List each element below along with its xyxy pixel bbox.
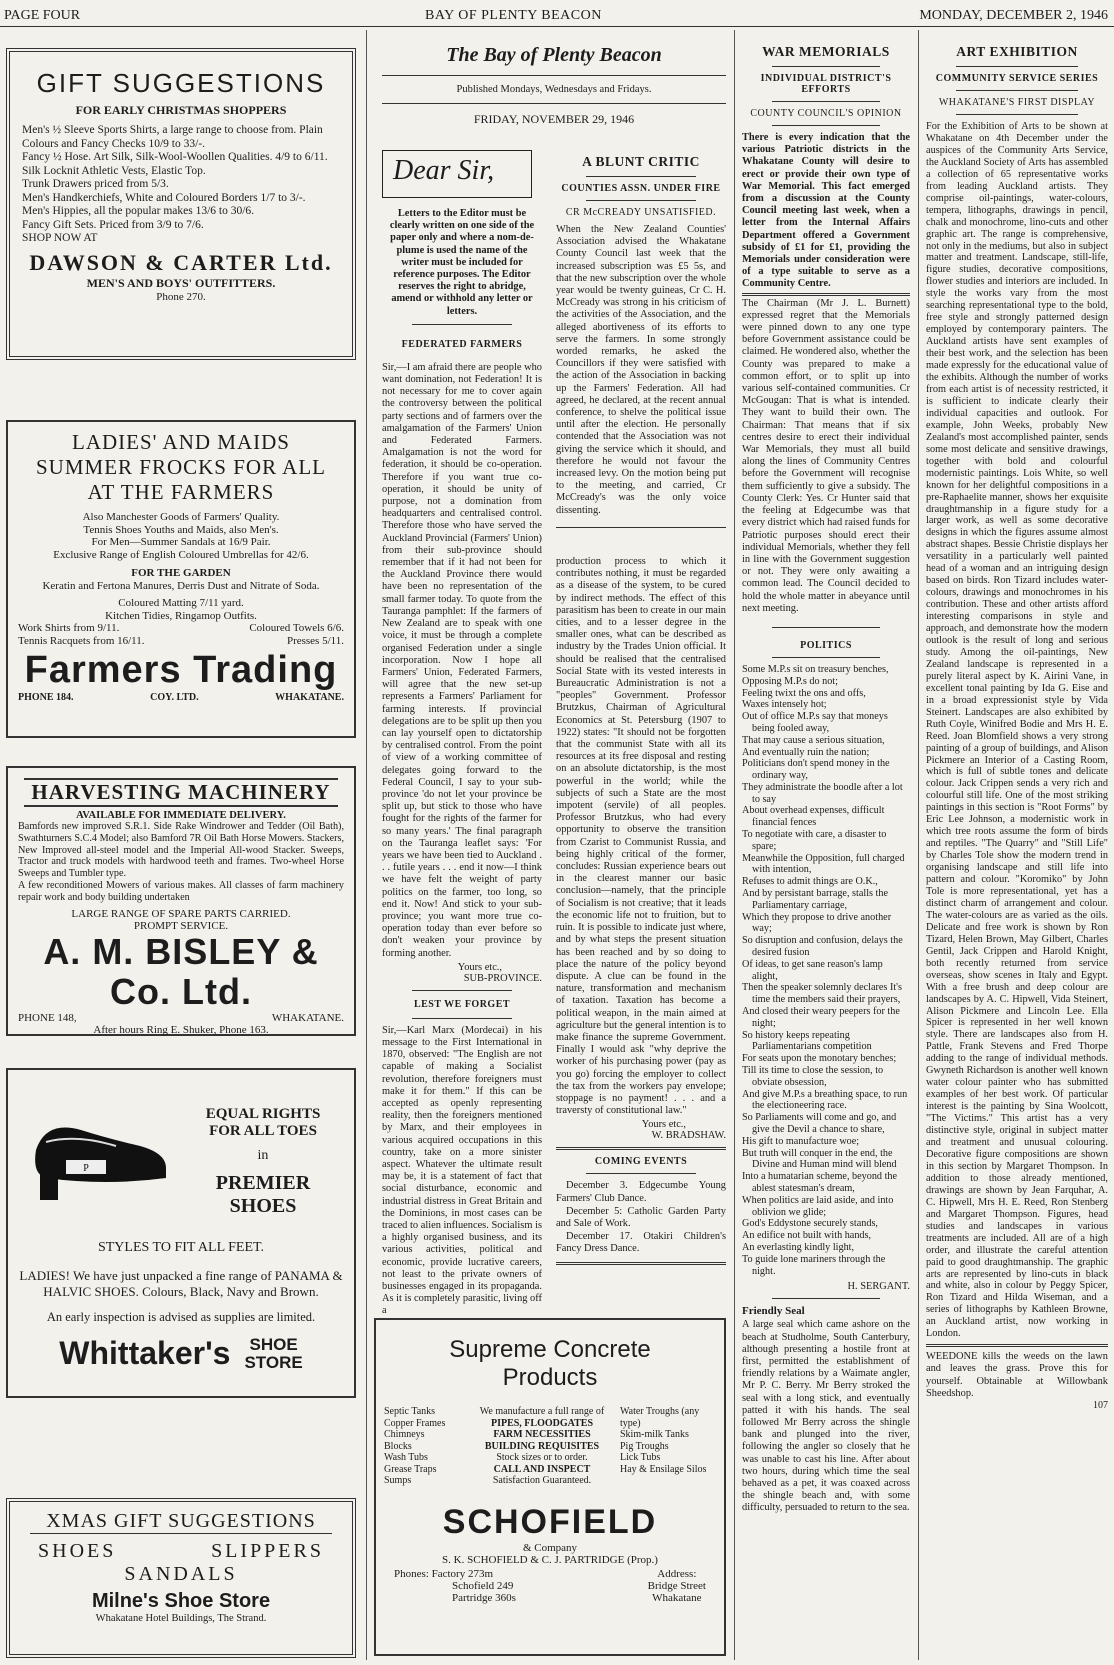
ad-line: Exclusive Range of English Coloured Umbrellas for 42/6.: [53, 548, 309, 561]
ad-title: LADIES' AND MAIDS: [72, 430, 290, 454]
ad-tagline: MEN'S AND BOYS' OUTFITTERS.: [86, 275, 276, 290]
seal-heading: Friendly Seal: [742, 1305, 805, 1318]
ad-line: Men's Handkerchiefs, White and Coloured Borders 1/7 to 3/-.: [22, 191, 306, 204]
poem-line: And eventually ruin the nation;: [742, 746, 870, 758]
poem-line: When politics are laid aside, and into oblivion we glide;: [742, 1194, 894, 1218]
dawson-carter-ad: [6, 48, 356, 360]
page-header: [0, 0, 1114, 27]
poem-line: For seats upon the monotary benches;: [742, 1053, 897, 1065]
svg-text:P: P: [83, 1163, 89, 1174]
ad-phone: PHONE 184.: [18, 692, 74, 703]
ad-phone: Phone 270.: [156, 290, 206, 303]
poem-line: An everlasting kindly light,: [742, 1241, 855, 1253]
ad-subtitle: FOR EARLY CHRISTMAS SHOPPERS: [75, 103, 287, 117]
product: Blocks: [384, 1440, 412, 1452]
poem-line: Into a humatarian scheme, beyond the ablest statesman's dream,: [742, 1171, 898, 1194]
store-address: Whakatane Hotel Buildings, The Strand.: [95, 1613, 267, 1624]
addr-label: Address:: [657, 1567, 697, 1580]
ad-line: Also Manchester Goods of Farmers' Quality.: [82, 511, 280, 523]
product: Septic Tanks: [384, 1406, 436, 1417]
ad-title: GIFT SUGGESTIONS: [36, 68, 326, 98]
store-name: Whittaker's: [59, 1335, 231, 1371]
ad-line: Men's ½ Sleeve Sports Shirts, a large range to choose from. Plain Colours and Fancy Checks 10/9 to 33/-.: [22, 124, 323, 150]
phone-partridge: Partridge 360s: [452, 1591, 516, 1604]
poem-line: But truth will conquer in the end, the Divine and Human mind will blend: [742, 1147, 897, 1171]
ad-title-2: FOR ALL TOES: [209, 1123, 317, 1139]
poem-line: Till its time to close the session, to obviate obsession,: [742, 1065, 884, 1088]
ad-range: LARGE RANGE OF SPARE PARTS CARRIED.: [71, 907, 291, 920]
poem-line: His gift to manufacture woe;: [742, 1135, 860, 1147]
politics-poem: [742, 664, 910, 1277]
politics-sign: H. SERGANT.: [847, 1281, 910, 1293]
product: Pig Troughs: [620, 1440, 669, 1452]
event-item: December 3. Edgecumbe Young Farmers' Club Dance.: [556, 1180, 726, 1204]
poem-line: Waxes intensely hot;: [742, 699, 827, 711]
ad-body-2: A few reconditioned Mowers of various makes. All classes of farm machinery repair work and body building undertaken: [18, 879, 344, 903]
ad-inspect: An early inspection is advised as supplies are limited.: [46, 1310, 316, 1324]
dear-sir-logo: [382, 150, 532, 198]
art-body: For the Exhibition of Arts to be shown at Whakatane on 4th December under the auspices of the Community Arts Service, the Auckland Society of Arts has assembled a collection of 65 representative works from leading Auckland artists. They comprise oil-paintings, water-colours, tempera, lithographs, drawings in pencil, chalk and monochrome, lino-cuts and other graphic art. The range is comprehensive, not only in the mediums, but also in subject matter and treatment. Landscape, still-life, figure studies, decorative compositions, flower studies and interiors are included. In style the works vary from the most searching representational type to the bold, free style and strongly patterned design employed by contemporary painters. The Auckland artists have sent examples of their best work, and the selection has been made expressly for the educational value of the exhibits. Although the number of works from each artist is of necessity restricted, it is sufficient to indicate clearly their individual capacities and outlook. For example, John Weeks, probably New Zealand's most accomplished painter, sends some most delicate and sensitive drawings, together with bold and colourful modernistic paintings. Lois White, so well known for her delightful compositions in a pre-Raphaelite manner, shows her exquisite draughtmanship in a figure study for a larger work, as well as some decorative designs in which the figures assume almost abstract shapes. Bessie Christie displays her versatility in a particularly well painted head of a woman and an intriguing design based on birds. Ron Tizard includes water-colours, drawings and monochromes in his contribution. These and other artists afford interesting comparisons in style and approach, and demonstrate how the modern outlook is the result of long and serious study. Among the oil-paintings, New Zealand landscape is represented in a purely literal aspect by K. Airini Vane, in excellent tonal painting by Ida G. Eise and in a broad expressionist style by Vida Steinert. Landscapes are also exhibited by Ruth Coyle, Winifred Bodie and Mrs H. E. Reed. Joan Blomfield shows a very strong painting of a group of buildings, and Alison Pickmere an Interior of a Casting Room, which is full of subtle tones and delicate colour. Jack Crippen sends a very rich and colourful still life. One of the most striking paintings in this section is "Root Forms" by Eric Lee Johnson, a modernistic work in which tree roots assume the form of birds and reptiles. "The Quarry" and "Still Life" by Charles Tole show the modern trend in organising landscape and still life into pattern and colour. "Koromiko" by John Tole is more representational, yet has a distinct charm of arrangement and colour. The water-colours are as varied as the oils. Delicate and free work is shown by Ron Tizard, Helen Brown, May Gilbert, Charles Gentil, Jack Crippen and Harold Knight, both recently returned from service overseas, show scenes in Italy and Egypt. With a free brush and deep colour are landscapes by A. C. Hipwell, Vida Steinert, Alison Pickmere and Lincoln Lee. Ella Spicer is represented in her well known style. There are landscapes also from H. Pattle, Frank Stevens and Fred Thorpe adding to the range of individual methods. Gwyneth Richardson is another well known water colour painter who has submitted examples of her best work. Of particular interest is the painting by Sina Woolcott, "The Victims." This artist has a very distinctive style, original in subject matter and treatment and unusual colouring. Decorative figure compositions are shown in this section by Margaret Thompson. In addition to those already mentioned, drawings are shown by Jean Farquhar, A. C. Hipwell, Mrs H. E. Reed, Ron Stenberg and Margaret Thompson. Figures, head studies and landscapes in various treatments are included. All are of a high order, and illustrate the careful attention paid to good draughtmanship. The graphic arts are represented by lino-cuts in black and white, also in colour by Peggy Spicer, Ron Tizard and Hilda Wiseman, and a series of lithographs by Kathleen Browne, an Auckland artist, now working in London.: [926, 121, 1108, 1340]
ad-coy: COY. LTD.: [150, 692, 199, 703]
lest-body: Sir,—Karl Marx (Mordecai) in his message to the First International in 1870, observed: "The English are not capable of making a Socialist revolution, therefore foreigners must make it for them." If this can be accepted as openly representing reality, then the foreigners mentioned by Marx, and their employees in various acquired occupations in this country, take on a more sinister aspect. Whatever the ultimate result may be, it is a statement of fact that social disturbance, economic and industrial distress in Great Britain and the Dominions, in most cases can be traced to alien influences. Socialism is a highly organised business, and its various activities, political and economic, provide lucrative careers, not least to the private owners of businesses engaged in its propaganda. As it is completely parasitic, living off a: [382, 1024, 542, 1317]
lest-heading: LEST WE FORGET: [413, 998, 511, 1010]
item-sandals: SANDALS: [124, 1563, 238, 1585]
product: Wash Tubs: [384, 1452, 428, 1463]
ad-title: SUMMER FROCKS FOR ALL: [36, 455, 326, 479]
poem-line: So disruption and confusion, delays the desired fusion: [742, 935, 903, 959]
ad-after-hours: After hours Ring E. Shuker, Phone 163.: [93, 1023, 269, 1036]
product: Satisfaction Guaranteed.: [492, 1475, 592, 1486]
schofield-ad: [374, 1318, 726, 1656]
brand-name: PREMIER: [215, 1172, 311, 1194]
news-column-4: [926, 40, 1108, 1660]
product: Lick Tubs: [620, 1452, 661, 1463]
ad-line: Silk Locknit Athletic Vests, Elastic Top.: [22, 164, 206, 177]
racquets-line: Tennis Racquets from 16/11.: [18, 634, 145, 647]
store-store: STORE: [244, 1352, 303, 1372]
poem-line: Refuses to admit things are O.K.,: [742, 876, 878, 888]
war-heading: WAR MEMORIALS: [762, 44, 890, 59]
ad-line: Fancy Gift Sets. Priced from 3/9 to 7/6.: [22, 218, 204, 231]
store-shoe: SHOE: [249, 1334, 298, 1354]
ad-line: Tennis Shoes Youths and Maids, also Men's.: [83, 523, 279, 536]
product: We manufacture a full range of: [479, 1406, 605, 1417]
milne-ad: [6, 1498, 356, 1658]
masthead: [382, 40, 726, 127]
art-heading: ART EXHIBITION: [956, 44, 1078, 59]
letters-column: [382, 40, 726, 1317]
war-lead: There is every indication that the various Patriotic districts in the Whakatane County will desire to erect or provide their own type of War Memorial. This fact emerged from a discussion at the County Council meeting last week, when a letter from the Internal Affairs Department offered a Government subsidy of £1 for £1, providing the Memorials under consideration were of a type suitable to serve as a Community Centre.: [742, 132, 910, 290]
ad-title: XMAS GIFT SUGGESTIONS: [30, 1510, 332, 1534]
event-item: December 5: Catholic Garden Party and Sale of Work.: [556, 1205, 726, 1229]
firm-name: DAWSON & CARTER Ltd.: [29, 249, 333, 275]
farmers-trading-ad: [6, 420, 356, 738]
page-number: PAGE FOUR: [4, 8, 81, 23]
art-sub-2: WHAKATANE'S FIRST DISPLAY: [938, 97, 1096, 108]
product: Chimneys: [384, 1429, 425, 1440]
masthead-date: FRIDAY, NOVEMBER 29, 1946: [473, 112, 635, 126]
poem-line: Meanwhile the Opposition, full charged with intention,: [742, 852, 905, 876]
poem-line: Then the speaker solemnly declares It's time the members said their prayers,: [742, 982, 902, 1006]
poem-line: Politicians don't spend money in the ordinary way,: [742, 758, 890, 782]
published-line: Published Mondays, Wednesdays and Fridays.: [456, 84, 652, 95]
ad-town: WHAKATANE.: [275, 692, 344, 703]
product: FARM NECESSITIES: [493, 1429, 591, 1440]
addr-town: Whakatane: [652, 1591, 702, 1604]
poem-line: To negotiate with care, a disaster to spare;: [742, 829, 887, 852]
dear-sir-text: Dear Sir,: [393, 155, 495, 186]
product: BUILDING REQUISITES: [484, 1440, 600, 1452]
ad-title: HARVESTING MACHINERY: [24, 778, 338, 807]
ad-line: SHOP NOW AT: [22, 232, 98, 244]
item-shoes: SHOES: [38, 1540, 117, 1562]
notice-number: 107: [1093, 1400, 1108, 1412]
towels-line: Coloured Towels 6/6.: [249, 622, 344, 634]
poem-line: So history keeps repeating Parliamentarians competition: [742, 1029, 872, 1053]
poem-line: Feeling twixt the ons and offs,: [742, 687, 866, 699]
poem-line: So Parliaments will come and go, and give the Devil a chance to share,: [742, 1112, 897, 1135]
war-sub-1: INDIVIDUAL DISTRICT'S EFFORTS: [760, 73, 892, 95]
store-name: Milne's Shoe Store: [91, 1590, 271, 1612]
product: Stock sizes or to order.: [496, 1452, 588, 1463]
ff-sign-2: SUB-PROVINCE.: [463, 972, 542, 984]
item-slippers: SLIPPERS: [211, 1540, 324, 1562]
war-body: The Chairman (Mr J. L. Burnett) expressed regret that the Memorials were pinned down to any one type before Government assistance could be claimed. He wondered also, whether the County was prepared to make a common effort, or to split up into various self-contained communities. Cr McGougan: That is what is intended. They want to build their own. The Chairman: That means that if six centres desire to erect their individual War Memorials, they must all build along the lines of Community Centres before the Government will recognise them sufficiently to give a subsidy. The County Clerk: Yes. Cr Hunter said that the feeling at Edgecumbe was that every district which had raised funds for Patriotic purposes should erect their individual Memorials, whether they fell in line with the Government suggestion or not. They were only awaiting a common lead. The Council decided to hold the whole matter in abeyance until next meeting.: [742, 297, 910, 614]
politics-heading: POLITICS: [800, 639, 852, 651]
garden-head: FOR THE GARDEN: [131, 567, 231, 579]
poem-line: Opposing M.P.s do not;: [742, 675, 838, 687]
product: Copper Frames: [384, 1417, 446, 1429]
farmers-logo: Farmers Trading: [24, 649, 338, 691]
firm-co: & Company: [522, 1541, 578, 1554]
shoe-icon: [26, 1090, 176, 1210]
product: Sumps: [384, 1475, 412, 1486]
presses-line: Presses 5/11.: [286, 634, 344, 647]
firm-name: A. M. BISLEY & Co. Ltd.: [43, 930, 319, 1012]
poem-line: Out of office M.P.s say that moneys being fooled away,: [742, 711, 888, 734]
letters-notice: Letters to the Editor must be clearly written on one side of the paper only and where a nom-de-plume is used the name of the writer must be included for reference purposes. The Editor reserves the right to abridge, amend or withhold any letter or letters.: [389, 208, 535, 317]
product: Skim-milk Tanks: [620, 1429, 689, 1440]
firm-props: S. K. SCHOFIELD & C. J. PARTRIDGE (Prop.): [442, 1553, 658, 1566]
ff-heading: FEDERATED FARMERS: [401, 338, 523, 350]
ad-in: in: [257, 1148, 269, 1163]
event-item: December 17. Otakiri Children's Fancy Dress Dance.: [556, 1231, 726, 1255]
ad-body: Bamfords new improved S.R.1. Side Rake Windrower and Tedder (Oil Bath), Swathturners S.C.4 Model; also Bamford 7R Oil Bath Horse Mowers. Stackers, New Improved all-steel model and the Imperial All-wood Stacker. Sweeps, Tractor and truck models with hardwood teeth and frames. Two-wheel Horse Sweeps and Tumbler type.: [18, 821, 344, 880]
critic-sign-2: W. BRADSHAW.: [651, 1130, 726, 1142]
ad-subtitle: AVAILABLE FOR IMMEDIATE DELIVERY.: [76, 810, 286, 821]
poem-line: About overhead expenses, difficult financial fences: [742, 805, 885, 829]
art-sub-1: COMMUNITY SERVICE SERIES: [935, 73, 1099, 84]
critic-continued: production process to which it contributes nothing, it must be regarded as a disease of the system, to be cured by indirect methods. The effect of this parasitism has been to create in our main cities, and to a lesser degree in the smaller ones, what can be described as industry by the Trades Union official. It should be realised that the centralised Social State with its vested interests in Bureaucratic Administration is not a "peoples" Government. Professor Brutzkus, Chairman of Agricultural Economics at St. Petersburg (1907 to 1922) states: "It should not be forgotten that the communist State with all its resources at its free disposal and resting on an absolute dictatorship, is the most powerful in the world; while the subjects of such a State are the most impotent (servile) of all peoples. Professor Brutzkus, who had every opportunity to observe the transition from Czarist to Communist Russia, and being highly critical of the former, concludes: Russian experience bears out in the clearest manner our basic conclusion—namely, that the principle of Socialism is not creative; that it leads the economic life not to fruition, but to ruin. It is possible to indicate just where, and by what steps the present situation has been reached and by so doing to place the nature of the policy beyond dispute. A clue can be found in the nature, transformation and mechanism of taxation. Taxation has become a political weapon, in the main aimed at agriculture but the general intention is to make finance the supreme Government. Finally I would ask "why deprive the worker of his purchasing power (pay as you go) forcing the employer to collect the tax from the workers pay envelope; stoppage is no payment! . . . and a traversty of constitutional law.": [556, 556, 726, 1117]
poem-line: Of ideas, to get sane reason's lamp alight,: [742, 958, 883, 982]
poem-line: And closed their weary peepers for the night;: [742, 1006, 900, 1029]
poem-line: Which they propose to drive another way;: [742, 911, 892, 935]
poem-line: God's Eddystone securely stands,: [742, 1218, 878, 1230]
critic-sub-2: CR McCREADY UNSATISFIED.: [565, 207, 717, 218]
weedone-notice: WEEDONE kills the weeds on the lawn and leaves the grass. Prove this for yourself. Obtainable at Willowbank Sheedshop.: [926, 1351, 1108, 1399]
poem-line: An edifice not built with hands,: [742, 1230, 872, 1242]
poem-line: And give M.P.s a breathing space, to run the electioneering race.: [742, 1088, 908, 1112]
news-column-3: [742, 40, 910, 1660]
poem-line: Some M.P.s sit on treasury benches,: [742, 663, 889, 675]
ad-title-2: Products: [502, 1364, 598, 1391]
shirts-line: Work Shirts from 9/11.: [18, 622, 120, 634]
ad-styles: STYLES TO FIT ALL FEET.: [97, 1240, 265, 1255]
events-heading: COMING EVENTS: [594, 1156, 688, 1168]
bisley-ad: [6, 766, 356, 1036]
seal-body: A large seal which came ashore on the beach at Studholme, South Canterbury, although presenting a hostile front at first, permitted the establishment of friendly relations by a Waimate angler, Mr P. C. Berry. Mr Berry stroked the seal with a long stick, and eventually patted it with his hands. The seal followed Mr Berry across the shingle bank and plunged into the river, following the angler so closely that he was unable to cast his line. After about two hours, during which time the seal behaved as a pet, it was coaxed across the shingle beach and, with some difficulty, persuaded to return to the sea.: [742, 1319, 910, 1514]
whittaker-ad: [6, 1068, 356, 1398]
matting-line: Coloured Matting 7/11 yard.: [118, 597, 244, 609]
poem-line: That may cause a serious situation,: [742, 734, 885, 746]
tidies-line: Kitchen Tidies, Ringamop Outfits.: [105, 609, 257, 622]
product: CALL AND INSPECT: [493, 1463, 591, 1475]
product: PIPES, FLOODGATES: [490, 1417, 594, 1429]
ff-body: Sir,—I am afraid there are people who want domination, not Federation! It is not necessary for me to cover again the controversy between the political party sections and of farmers over the amalgamation of the Farmers' Union and Federated Farmers. Amalgamation is not the word for federation, it should be co-operation. Therefore if you want true co-operation, it should be unity of purpose, not a domination from headquarters and centralised control. Therefore those who have served the Auckland Provincial (Farmers' Union) from their sub-province should remember that if it had not been for the Auckland Province there would have been no representation of the small farmer today. To quote from the Tauranga pamphlet: If the farmers of New Zealand are to speak with one voice, it must be through a complete organised Federation under a single incorporation. Now I hope all Farmers' Union, Federated Farmers, will agree that the new set-up represents a Farmers' Parliament for farming interests. If provincial delegations are to be split up then you can lay yourself open to dictatorship by centralised control. From the point of view of a working committee of delegates going forward to the Federal Council, I say to your sub-province 'do not let your province be split up, but stick to those who have fought for the rights of the farmer for so many years.' The final paragraph on the Tauranga leaflet says: 'For years we have been tied to Auckland . . . futile years . . . end it now—I think we have felt the weight of party politics on the farmer, too long, so end it. Now! And stick to your sub-province; you want more true co-operation today than ever before so don't weaken your province by forming another.: [382, 361, 542, 959]
product: Hay & Ensilage Silos: [620, 1463, 707, 1475]
critic-heading: A BLUNT CRITIC: [582, 154, 700, 169]
ad-phone: PHONE 148,: [18, 1011, 77, 1024]
paper-name: BAY OF PLENTY BEACON: [425, 8, 602, 23]
ad-line: For Men—Summer Sandals at 16/9 Pair.: [91, 536, 271, 548]
ad-title: AT THE FARMERS: [87, 480, 275, 504]
poem-line: And by persistant barrage, stalls the Parliamentary carriage,: [742, 888, 888, 911]
ff-sign-1: Yours etc.,: [457, 961, 502, 973]
ad-town: WHAKATANE.: [271, 1011, 344, 1024]
issue-date: MONDAY, DECEMBER 2, 1946: [919, 8, 1108, 23]
phone-schofield: Schofield 249: [452, 1579, 514, 1592]
poem-line: They administrate the boodle after a lot to say: [742, 781, 903, 805]
brand-name-2: SHOES: [229, 1195, 297, 1217]
addr-street: Bridge Street: [647, 1579, 706, 1592]
ad-title: Supreme Concrete: [449, 1336, 651, 1363]
firm-name: SCHOFIELD: [442, 1502, 658, 1541]
ad-title: EQUAL RIGHTS: [205, 1106, 321, 1122]
poem-line: To guide lone mariners through the night.: [742, 1253, 886, 1277]
critic-sign-1: Yours etc.,: [641, 1119, 686, 1131]
product: Grease Traps: [384, 1463, 437, 1475]
garden-line: Keratin and Fertona Manures, Derris Dust and Nitrate of Soda.: [42, 579, 320, 592]
phone-factory: Phones: Factory 273m: [394, 1567, 493, 1580]
critic-body: When the New Zealand Counties' Association advised the Whakatane County Council last week that the increased subscription was £5 5s, and that the new subscription over the whole year would be twenty guineas, Cr C. H. McCready was strong in his criticism of the activities of the Association, and the alleged abortiveness of its efforts to serve the farmers. In some strongly worded remarks, he asked the Councillors if they were satisfied with the action of the Association in backing up the Farmers' Federation. All had agreed, he declared, at the recent annual conference, to shelve the political issue until after the election. He personally contended that the Association was not giving the service which it should, and therefore he would not favour the increased levy. On the motion being put to the meeting, and carried, Cr McCready's was the only voice dissenting.: [556, 224, 726, 516]
ad-body: LADIES! We have just unpacked a fine range of PANAMA & HALVIC SHOES. Colours, Black, Navy and Brown.: [19, 1268, 343, 1299]
masthead-title: The Bay of Plenty Beacon: [446, 44, 662, 66]
critic-sub-1: COUNTIES ASSN. UNDER FIRE: [561, 183, 721, 194]
product: Water Troughs (any type): [620, 1406, 700, 1429]
ad-line: Fancy ½ Hose. Art Silk, Silk-Wool-Woollen Qualities. 4/9 to 6/11.: [22, 151, 328, 163]
ad-line: Men's Hippies, all the popular makes 13/6 to 30/6.: [22, 205, 255, 217]
ad-line: Trunk Drawers priced from 5/3.: [22, 178, 169, 190]
ad-prompt: PROMPT SERVICE.: [133, 919, 229, 932]
war-sub-2: COUNTY COUNCIL'S OPINION: [750, 108, 902, 119]
